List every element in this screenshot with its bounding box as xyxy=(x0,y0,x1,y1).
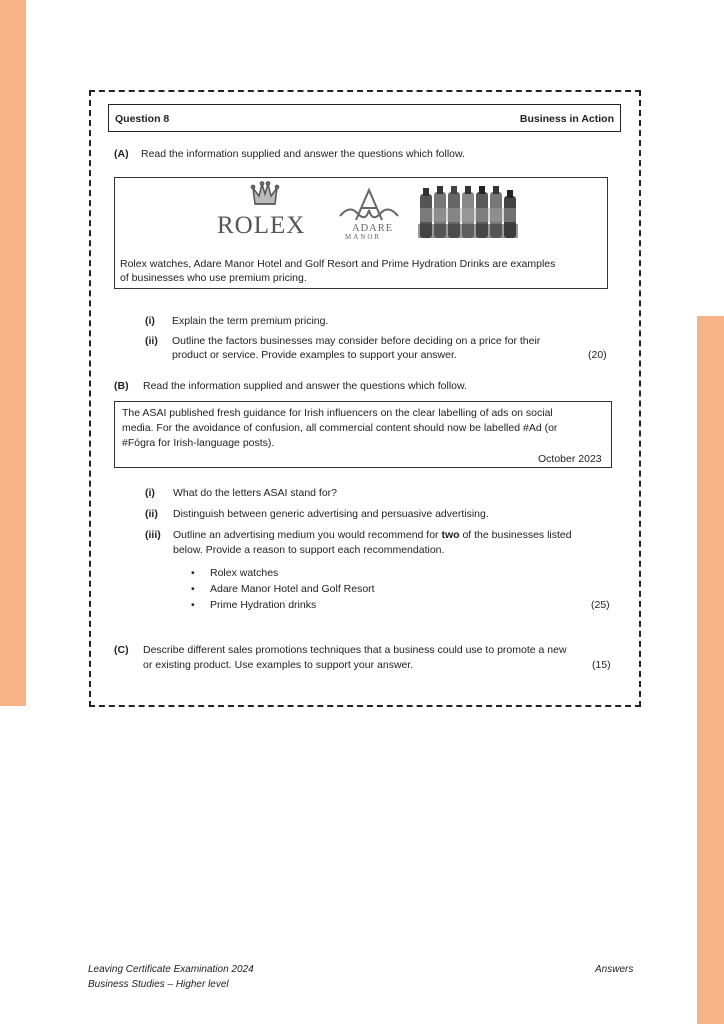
partA-label: (A) xyxy=(114,148,129,160)
partA-q2-line2: product or service. Provide examples to support your answer. xyxy=(172,349,457,361)
footer-section: Answers xyxy=(595,964,634,975)
question-number: Question 8 xyxy=(115,113,170,125)
partA-q2-number: (ii) xyxy=(145,335,158,347)
footer-subject: Business Studies – Higher level xyxy=(88,979,229,990)
adare-logo-subtext: MANOR xyxy=(345,233,382,241)
partB-info-line3: #Fógra for Irish-language posts). xyxy=(122,437,275,449)
partB-q1-text: What do the letters ASAI stand for? xyxy=(173,487,338,499)
partA-info-line1: Rolex watches, Adare Manor Hotel and Golf Resort and Prime Hydration Drinks are examples xyxy=(120,258,556,270)
partB-bullet-item: Adare Manor Hotel and Golf Resort xyxy=(210,583,375,595)
adare-logo-text: ADARE xyxy=(352,223,394,234)
partA-marks: (20) xyxy=(588,349,607,361)
partB-q2-number: (ii) xyxy=(145,508,158,520)
partB-bullet-item: Rolex watches xyxy=(210,567,279,579)
partA-q2-line1: Outline the factors businesses may consider before deciding on a price for their xyxy=(172,335,541,347)
partB-bullet-item: Prime Hydration drinks xyxy=(210,599,317,611)
partB-instruction: Read the information supplied and answer the questions which follow. xyxy=(143,380,467,392)
right-accent-bar xyxy=(697,316,724,1024)
question-topic: Business in Action xyxy=(519,113,614,125)
partC-line1: Describe different sales promotions techniques that a business could use to promote a new xyxy=(143,644,567,656)
partA-instruction: Read the information supplied and answer the questions which follow. xyxy=(141,148,465,160)
partA-info-line2: of businesses who use premium pricing. xyxy=(120,272,307,284)
partB-q3-line1: Outline an advertising medium you would recommend for two of the businesses listed xyxy=(173,529,572,541)
bullet-icon: • xyxy=(191,567,195,579)
partB-info-line2: media. For the avoidance of confusion, all commercial content should now be labelled #Ad (or xyxy=(122,422,558,434)
partB-q2-text: Distinguish between generic advertising and persuasive advertising. xyxy=(173,508,489,520)
prime-hydration-bottles-image xyxy=(418,184,518,238)
partC-marks: (15) xyxy=(592,659,611,671)
partB-info-date: October 2023 xyxy=(538,453,602,465)
partA-q1-text: Explain the term premium pricing. xyxy=(172,315,329,327)
partA-q1-number: (i) xyxy=(145,315,155,327)
adare-monogram-icon xyxy=(336,186,402,222)
left-accent-bar xyxy=(0,0,26,706)
partC-label: (C) xyxy=(114,644,129,656)
partB-q3-line2: below. Provide a reason to support each recommendation. xyxy=(173,544,445,556)
bullet-icon: • xyxy=(191,583,195,595)
bullet-icon: • xyxy=(191,599,195,611)
partB-q1-number: (i) xyxy=(145,487,155,499)
partB-marks: (25) xyxy=(591,599,610,611)
question-header xyxy=(108,104,621,132)
partB-info-line1: The ASAI published fresh guidance for Irish influencers on the clear labelling of ads on social xyxy=(122,407,553,419)
partB-q3-emphasis: two xyxy=(441,529,460,541)
partB-label: (B) xyxy=(114,380,129,392)
rolex-logo-text: ROLEX xyxy=(217,212,306,239)
partB-q3-number: (iii) xyxy=(145,529,161,541)
partC-line2: or existing product. Use examples to support your answer. xyxy=(143,659,414,671)
footer-exam: Leaving Certificate Examination 2024 xyxy=(88,964,254,975)
